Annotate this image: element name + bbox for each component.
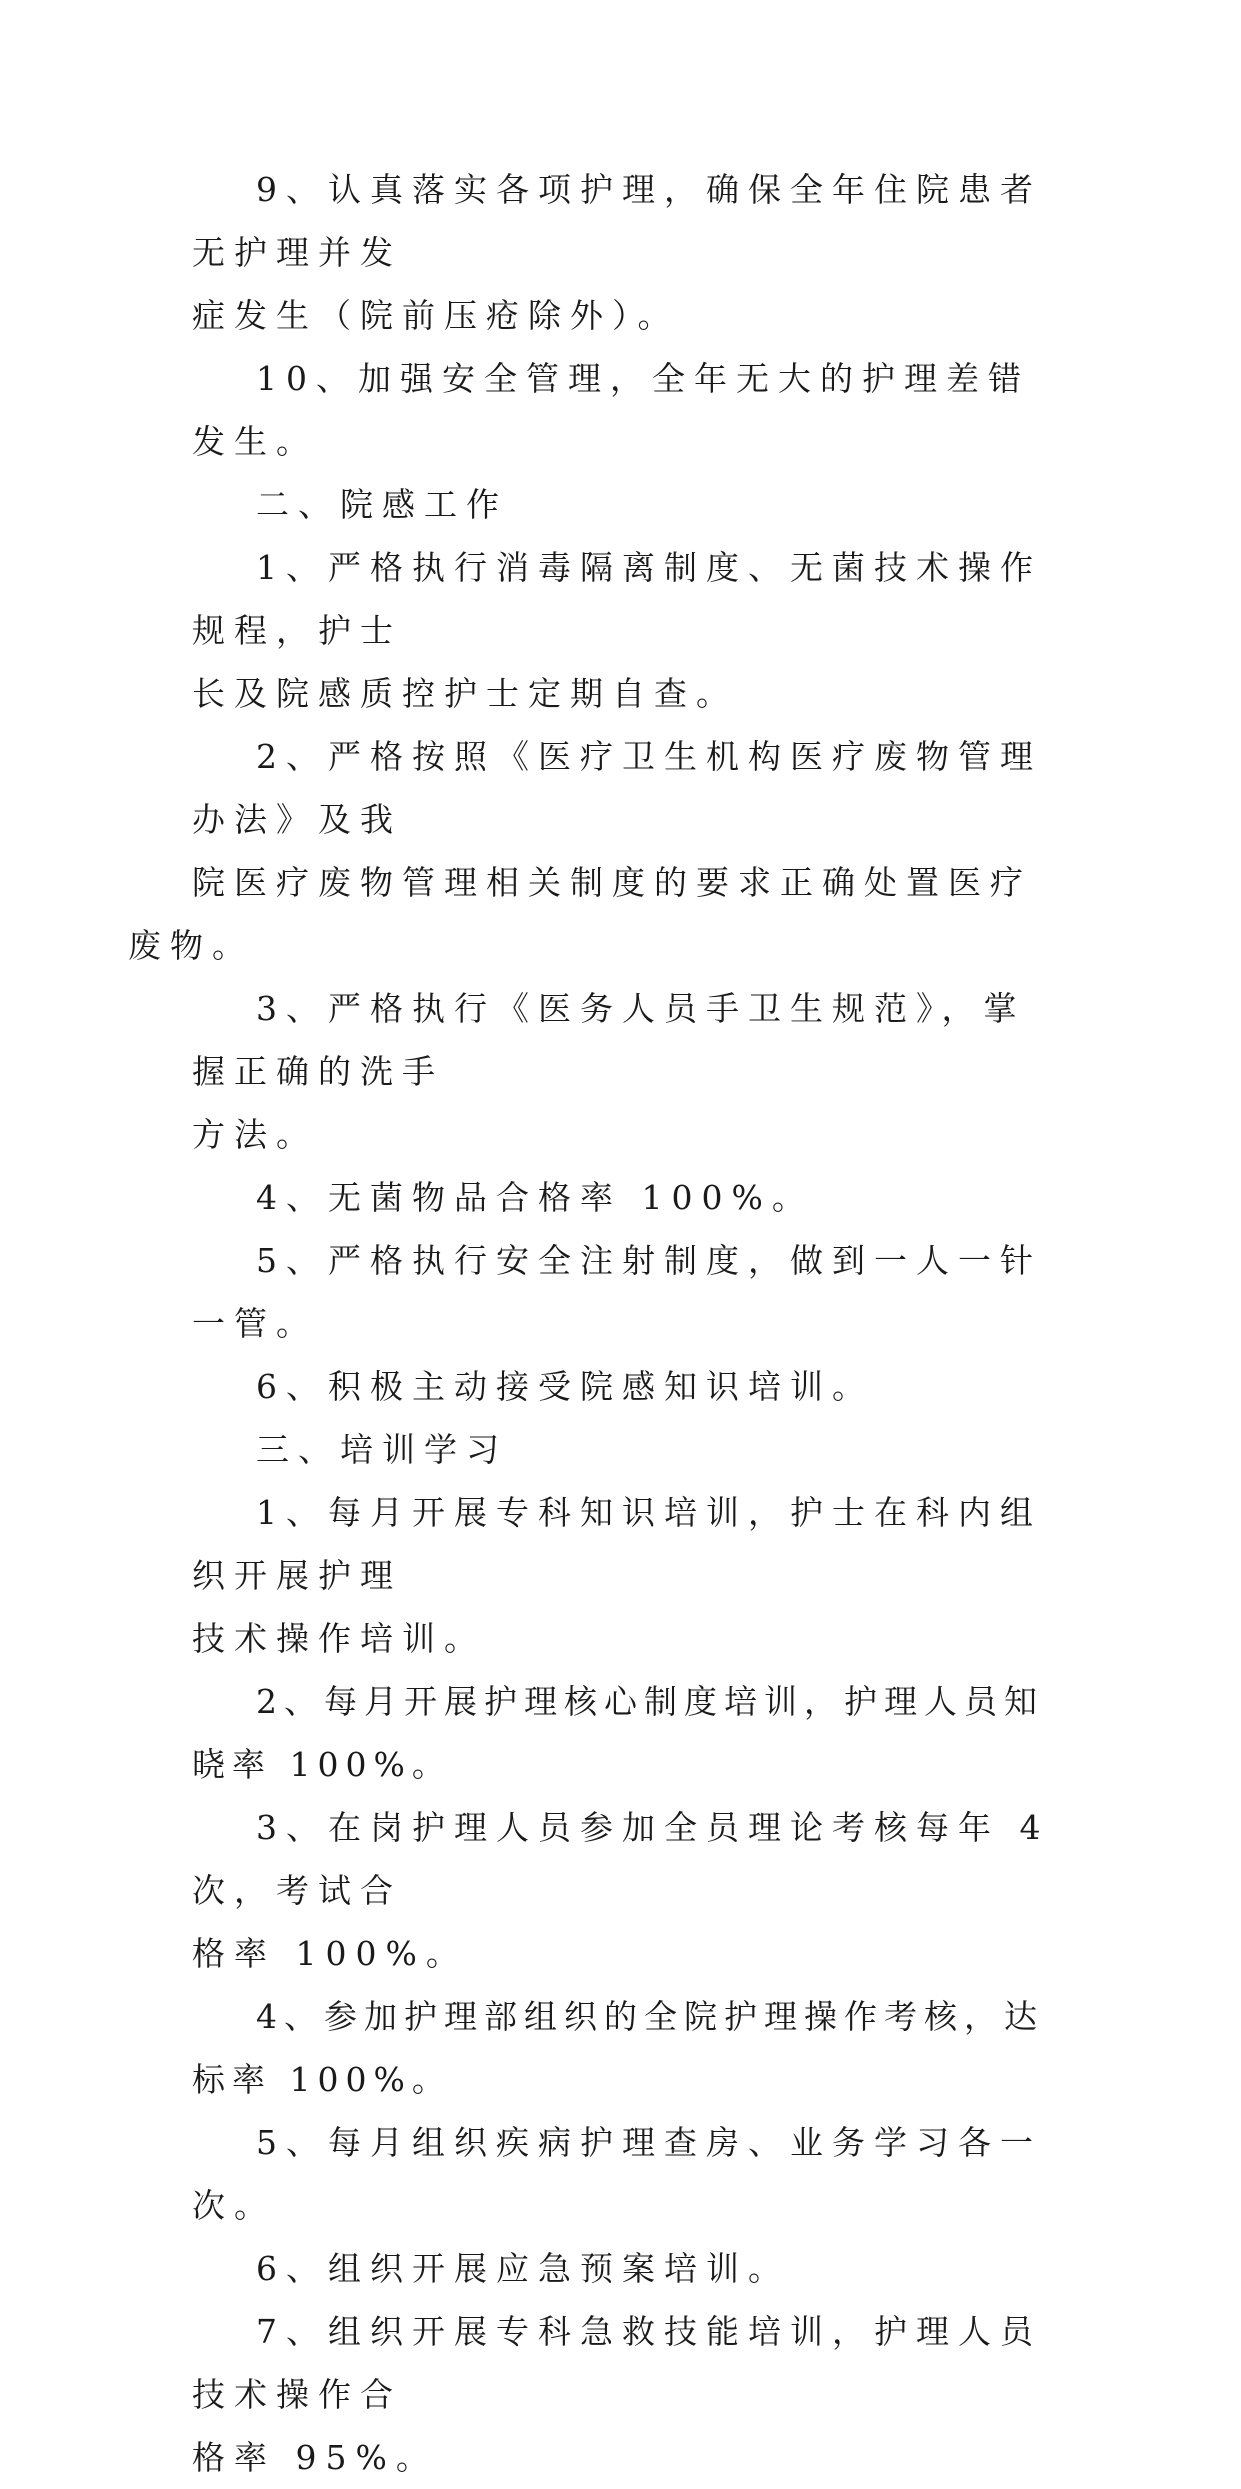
- paragraph-item-10: [192, 347, 1062, 473]
- paragraph-line: 6、组织开展应急预案培训。: [256, 2249, 790, 2288]
- paragraph-training-3: [192, 1796, 1062, 1985]
- paragraph-line: 症发生（院前压疮除外）。: [192, 296, 680, 335]
- paragraph-line: 方法。: [192, 1115, 318, 1154]
- paragraph-line: 5、严格执行安全注射制度，做到一人一针一管。: [192, 1241, 1042, 1343]
- paragraph-infection-4: [192, 1166, 1062, 1229]
- paragraph-infection-5: [192, 1229, 1062, 1355]
- paragraph-line: 格率 100%。: [192, 1934, 468, 1973]
- paragraph-training-2: [192, 1670, 1062, 1796]
- paragraph-training-6: [192, 2237, 1062, 2300]
- paragraph-line: 3、严格执行《医务人员手卫生规范》，掌握正确的洗手: [192, 989, 1026, 1091]
- paragraph-line: 3、在岗护理人员参加全员理论考核每年 4 次，考试合: [192, 1808, 1050, 1910]
- paragraph-training-4: [192, 1985, 1062, 2111]
- paragraph-line: 技术操作培训。: [192, 1619, 486, 1658]
- paragraph-line: 9、认真落实各项护理，确保全年住院患者无护理并发: [192, 170, 1042, 272]
- section-heading-training: [192, 1418, 1062, 1481]
- paragraph-line: 1、严格执行消毒隔离制度、无菌技术操作规程，护士: [192, 548, 1042, 650]
- paragraph-line: 院医疗废物管理相关制度的要求正确处置医疗废物。: [128, 863, 1032, 965]
- paragraph-training-7: [192, 2300, 1062, 2489]
- paragraph-line: 2、每月开展护理核心制度培训，护理人员知晓率 100%。: [192, 1682, 1044, 1784]
- paragraph-line: 2、严格按照《医疗卫生机构医疗废物管理办法》及我: [192, 737, 1042, 839]
- paragraph-line: 10、加强安全管理，全年无大的护理差错发生。: [192, 359, 1030, 461]
- paragraph-line: 7、组织开展专科急救技能培训，护理人员技术操作合: [192, 2312, 1042, 2414]
- document-body: [128, 158, 1062, 2489]
- paragraph-line: 格率 95%。: [192, 2438, 438, 2477]
- section-heading-infection-control: [192, 473, 1062, 536]
- heading-text: 二、院感工作: [256, 485, 508, 524]
- paragraph-infection-3: [192, 977, 1062, 1166]
- paragraph-training-5: [192, 2111, 1062, 2237]
- paragraph-line: 5、每月组织疾病护理查房、业务学习各一次。: [192, 2123, 1042, 2225]
- paragraph-infection-6: [192, 1355, 1062, 1418]
- paragraph-line: 长及院感质控护士定期自查。: [192, 674, 738, 713]
- paragraph-infection-2: [128, 725, 1062, 977]
- paragraph-training-1: [192, 1481, 1062, 1670]
- paragraph-line: 1、每月开展专科知识培训，护士在科内组织开展护理: [192, 1493, 1042, 1595]
- paragraph-line: 4、参加护理部组织的全院护理操作考核，达标率 100%。: [192, 1997, 1044, 2099]
- heading-text: 三、培训学习: [256, 1430, 508, 1469]
- paragraph-line: 4、无菌物品合格率 100%。: [256, 1178, 814, 1217]
- paragraph-infection-1: [192, 536, 1062, 725]
- paragraph-item-9: [192, 158, 1062, 347]
- paragraph-line: 6、积极主动接受院感知识培训。: [256, 1367, 874, 1406]
